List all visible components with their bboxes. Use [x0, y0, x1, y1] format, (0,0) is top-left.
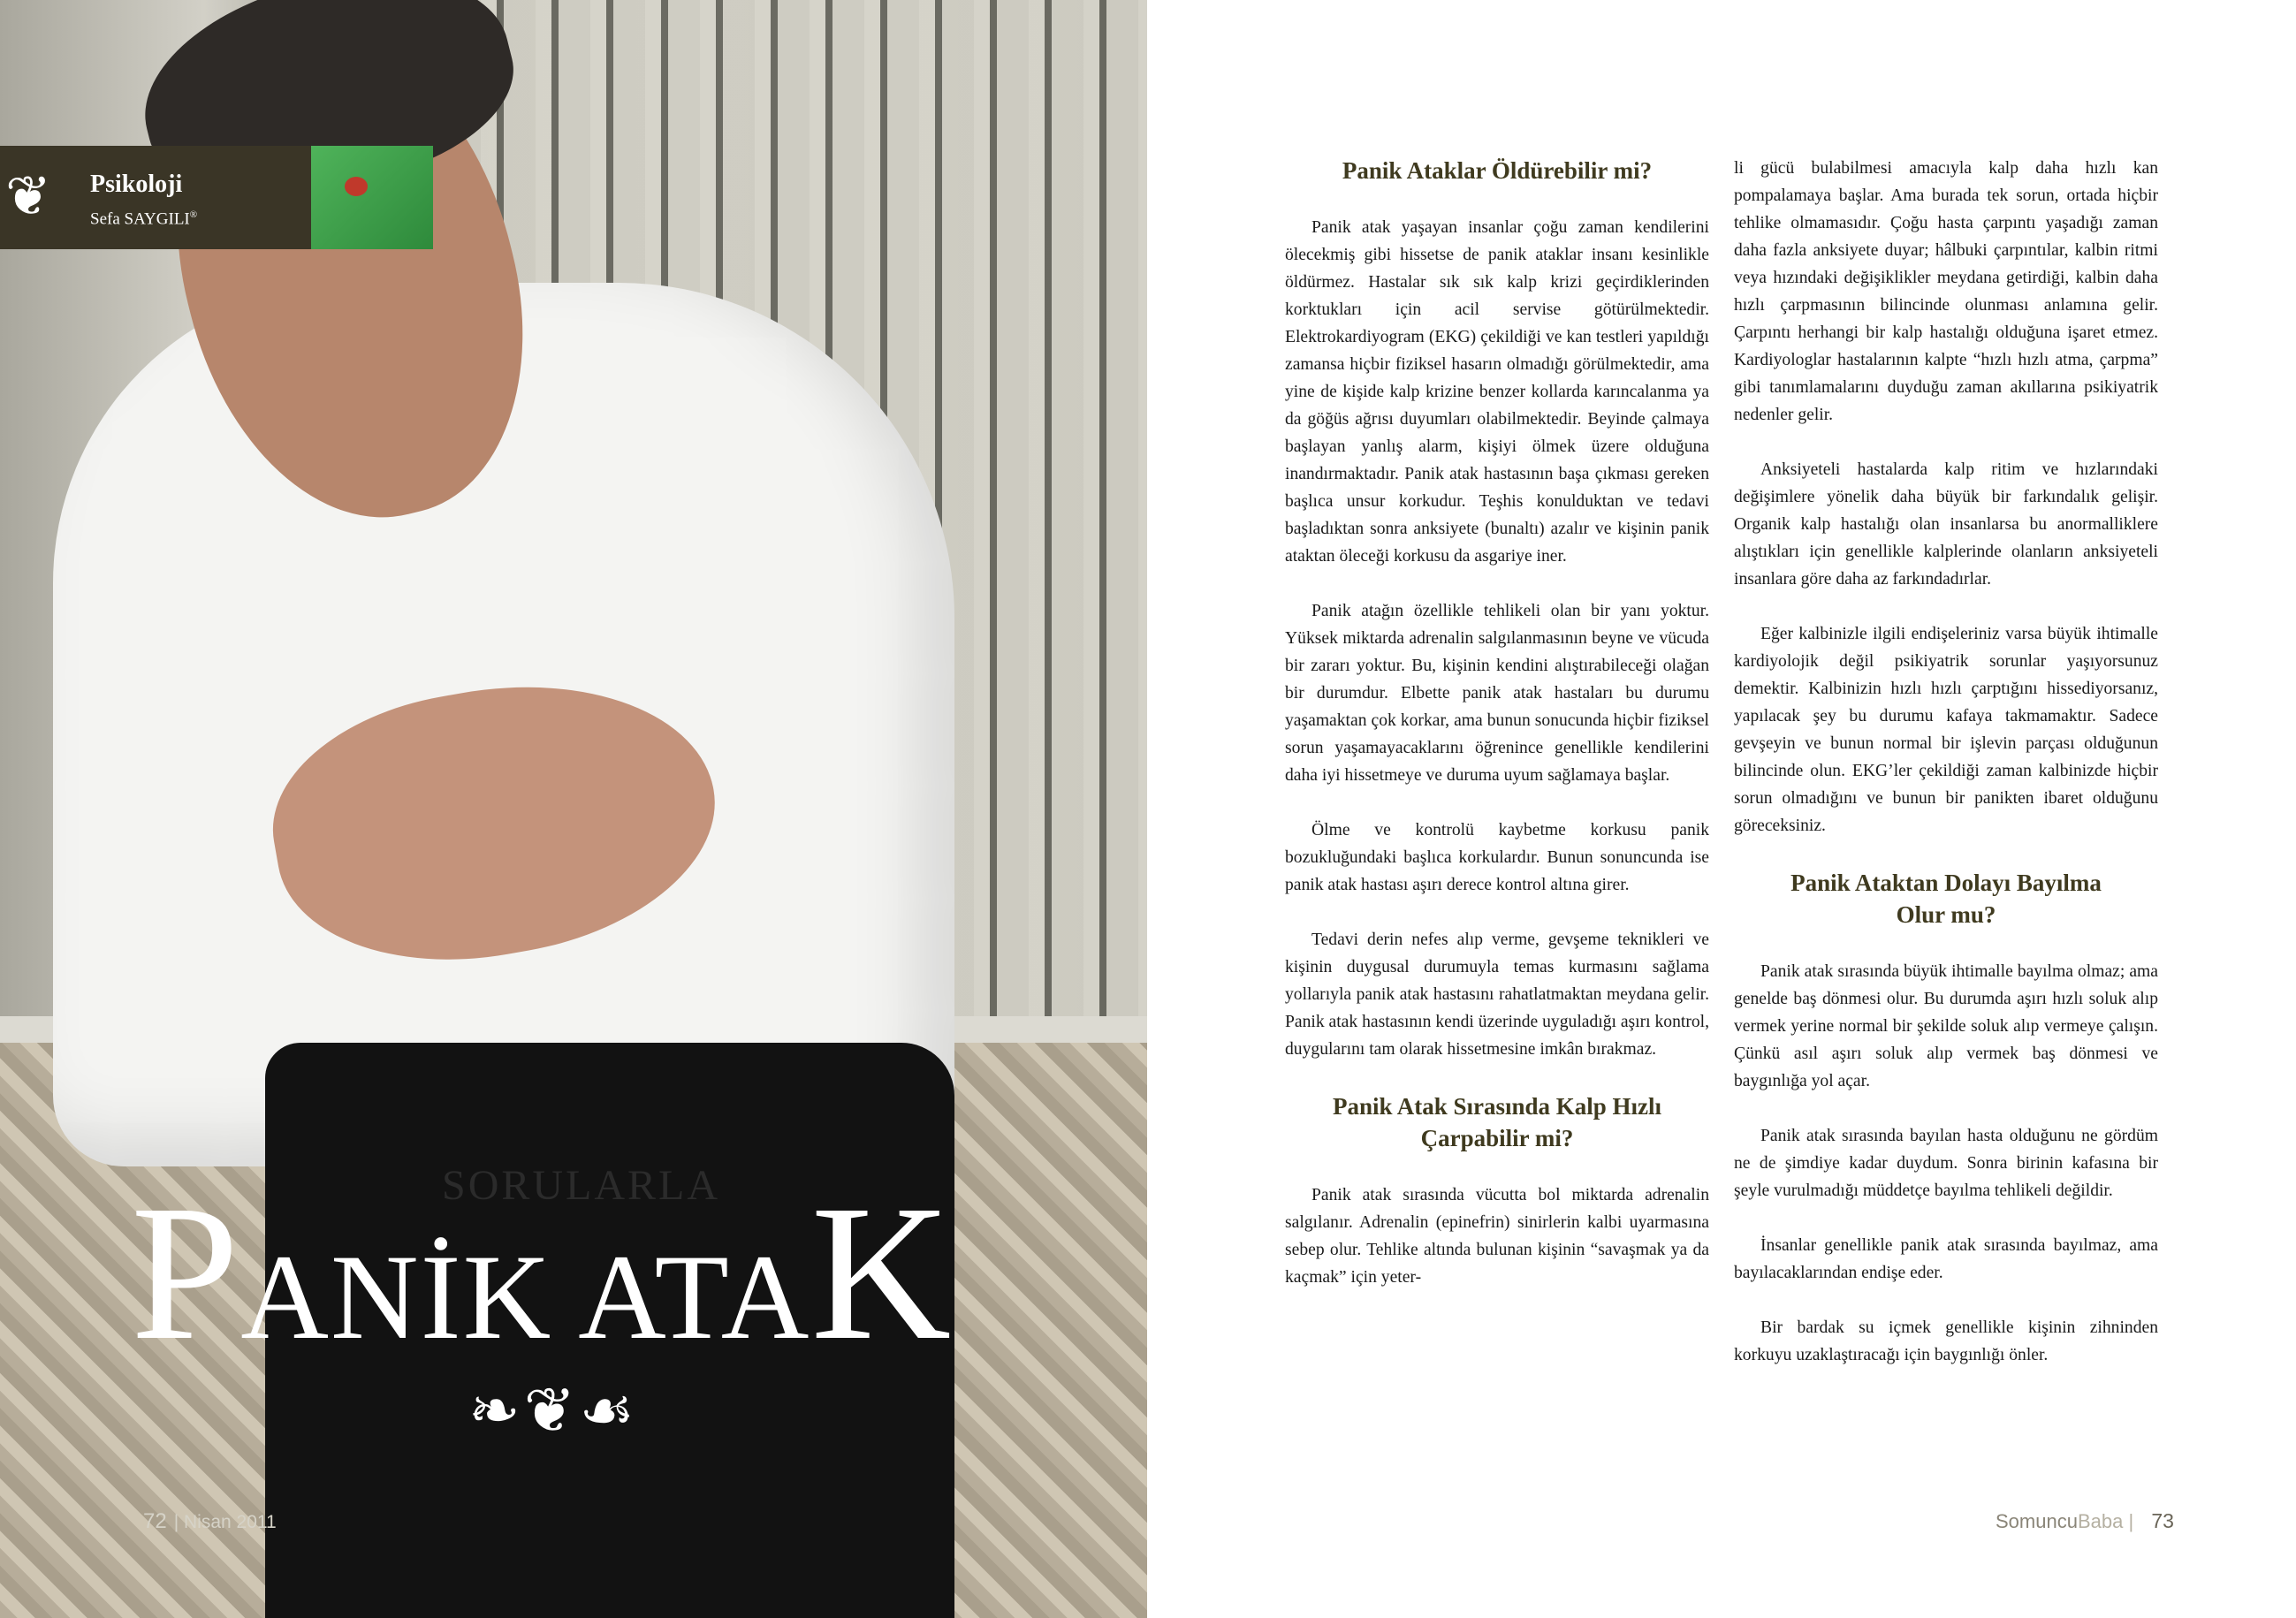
- ladybug-thumbnail: [311, 146, 433, 249]
- paragraph: Panik atak yaşayan insanlar çoğu zaman kendilerini ölecekmiş gibi hissetse de panik ataklar insanı kesinlikle öldürmez. Hastalar sık sık kalp krizi geçirdiklerinden korktukları için acil servise götürülmektedir. Elektrokardiyogram (EKG) çekildiği ve kan testleri yapıldığı zamansa hiçbir fiziksel hasarın olmadığı görülmektedir, ama yine de kişide kalp krizine benzer kollarda karıncalanma ya da göğüs ağrısı duyumları olabilmektedir. Beyinde çalmaya başlayan yanlış alarm, kişiyi ölmek üzere olduğuna inandırmaktadır. Panik atak hastasının başa çıkması gereken başlıca unsur korkudur. Teşhis konulduktan ve tedavi başladıktan sonra anksiyete (bunaltı) azalır ve kişinin panik ataktan öleceği korkusu da asgariye iner.: [1285, 218, 1709, 566]
- paragraph: Bir bardak su içmek genellikle kişinin zihninden korkuyu uzaklaştıracağı için baygınlığı önler.: [1734, 1318, 2158, 1364]
- paragraph: Anksiyeteli hastalarda kalp ritim ve hızlarındaki değişimlere yönelik daha büyük bir farkındalık gelişir. Organik kalp hastalığı olan insanlarsa bu anormalliklere alıştıkları için genellikle kalplerinde olanların anksiyeteli insanlara göre daha az farkındadırlar.: [1734, 460, 2158, 589]
- paragraph: Ölme ve kontrolü kaybetme korkusu panik bozukluğundaki başlıca korkulardır. Bunun sonuncunda ise panik atak hastası aşırı derece kontrol altına girer.: [1285, 821, 1709, 894]
- section-heading: Panik Ataklar Öldürebilir mi?: [1342, 157, 1653, 184]
- paragraph: Eğer kalbinizle ilgili endişeleriniz varsa büyük ihtimalle kardiyolojik değil psikiyatrik sorunlar yaşıyorsunuz demektir. Kalbinizin hızlı hızlı çarptığını hissediyorsanız, yapılacak şey bu durumu kafaya takmamaktır. Sadece gevşeyin ve bunun normal bir işlevin parçası olduğunun bilincinde olun. EKG’ler çekildiği zaman kalbinizde hiçbir sorun olmadığını ve bunun bir panikten ibaret olduğunu göreceksiniz.: [1734, 625, 2158, 835]
- category-label: Psikoloji: [90, 171, 183, 198]
- paragraph: Panik atak sırasında bayılan hasta olduğunu ne gördüm ne de şimdiye kadar duydum. Sonra birinin kafasına bir şeyle vurulmadığı müddetçe bayılma tehlikeli değildir.: [1734, 1127, 2158, 1200]
- article-column-2: [1734, 155, 2158, 1396]
- paragraph: li gücü bulabilmesi amacıyla kalp daha hızlı kan pompalamaya başlar. Ama burada tek sorun, ortada hiçbir tehlike olmamasıdır. Çoğu hasta çarpıntı yaşadığı zaman daha fazla anksiyete duyar; hâlbuki çarpıntılar, kalbin ritmi veya hızındaki değişiklikler meydana getirdiği, kalbin daha hızlı çarpmasının bilincinde olunması anlamına gelir. Çarpıntı herhangi bir kalp hastalığı olduğuna işaret etmez. Kardiyologlar hastalarının kalpte “hızlı hızlı atma, çarpma” gibi tanımlamalarını duyduğu zaman akıllarına psikiyatrik nedenler gelir.: [1734, 159, 2158, 424]
- paragraph: İnsanlar genellikle panik atak sırasında bayılmaz, ama bayılacaklarından endişe eder.: [1734, 1236, 2158, 1282]
- paragraph: Tedavi derin nefes alıp verme, gevşeme teknikleri ve kişinin duygusal durumuyla temas kurmasını sağlama yollarıyla panik atak hastasını rahatlatmaktan meydana gelir. Panik atak hastasının kendi üzerinde uyguladığı aşırı kontrol, duygularını tam olarak hissetmesine imkân bırakmaz.: [1285, 931, 1709, 1059]
- author-label: Sefa SAYGILI®: [90, 209, 198, 229]
- swirl-ornament-icon: ❦: [5, 163, 51, 228]
- paragraph: Panik atağın özellikle tehlikeli olan bir yanı yoktur. Yüksek miktarda adrenalin salgılanmasının beyne ve vücuda bir zararı yoktur. Bu, kişinin kendini alıştırabileceği olağan bir durumdur. Elbette panik atak hastaları bu durumu yaşamaktan çok korkar, ama bunun sonucunda hiçbir fiziksel sorun yaşamayacaklarını öğrenince genellikle kendilerini daha iyi hissetmeye ve duruma uyum sağlamaya başlar.: [1285, 602, 1709, 785]
- page-number: 72: [143, 1509, 167, 1533]
- section-heading: Panik Ataktan Dolayı Bayılma Olur mu?: [1790, 870, 2102, 928]
- title-kicker: SORULARLA: [442, 1162, 721, 1209]
- flourish-ornament-icon: ❧❦☙: [468, 1374, 639, 1447]
- page-number: 73: [2151, 1509, 2174, 1532]
- main-title: PANİK ATAK: [131, 1165, 954, 1380]
- article-column-1: [1285, 155, 1709, 1318]
- left-page-footer: 72 | Nisan 2011: [143, 1509, 277, 1533]
- paragraph: Panik atak sırasında büyük ihtimalle bayılma olmaz; ama genelde baş dönmesi olur. Bu durumda aşırı hızlı soluk alıp vermek yerine normal bir şekilde soluk alıp vermeye çalışın. Çünkü asıl aşırı soluk alıp vermek baş dönmesi ve baygınlığa yol açar.: [1734, 962, 2158, 1090]
- right-page-footer: SomuncuBaba | 73: [1996, 1509, 2174, 1532]
- ladybug-icon: [345, 177, 368, 196]
- left-page: [0, 0, 1147, 1618]
- issue-date: Nisan 2011: [184, 1512, 277, 1532]
- section-heading: Panik Atak Sırasında Kalp Hızlı Çarpabilir mi?: [1332, 1093, 1662, 1151]
- magazine-brand: SomuncuBaba: [1996, 1510, 2124, 1532]
- section-badge: [0, 146, 311, 249]
- paragraph: Panik atak sırasında vücutta bol miktarda adrenalin salgılanır. Adrenalin (epinefrin) sinirlerin kalbi uyarmasına sebep olur. Tehlike altında bulunan kişinin “savaşmak ya da kaçmak” için yeter-: [1285, 1186, 1709, 1287]
